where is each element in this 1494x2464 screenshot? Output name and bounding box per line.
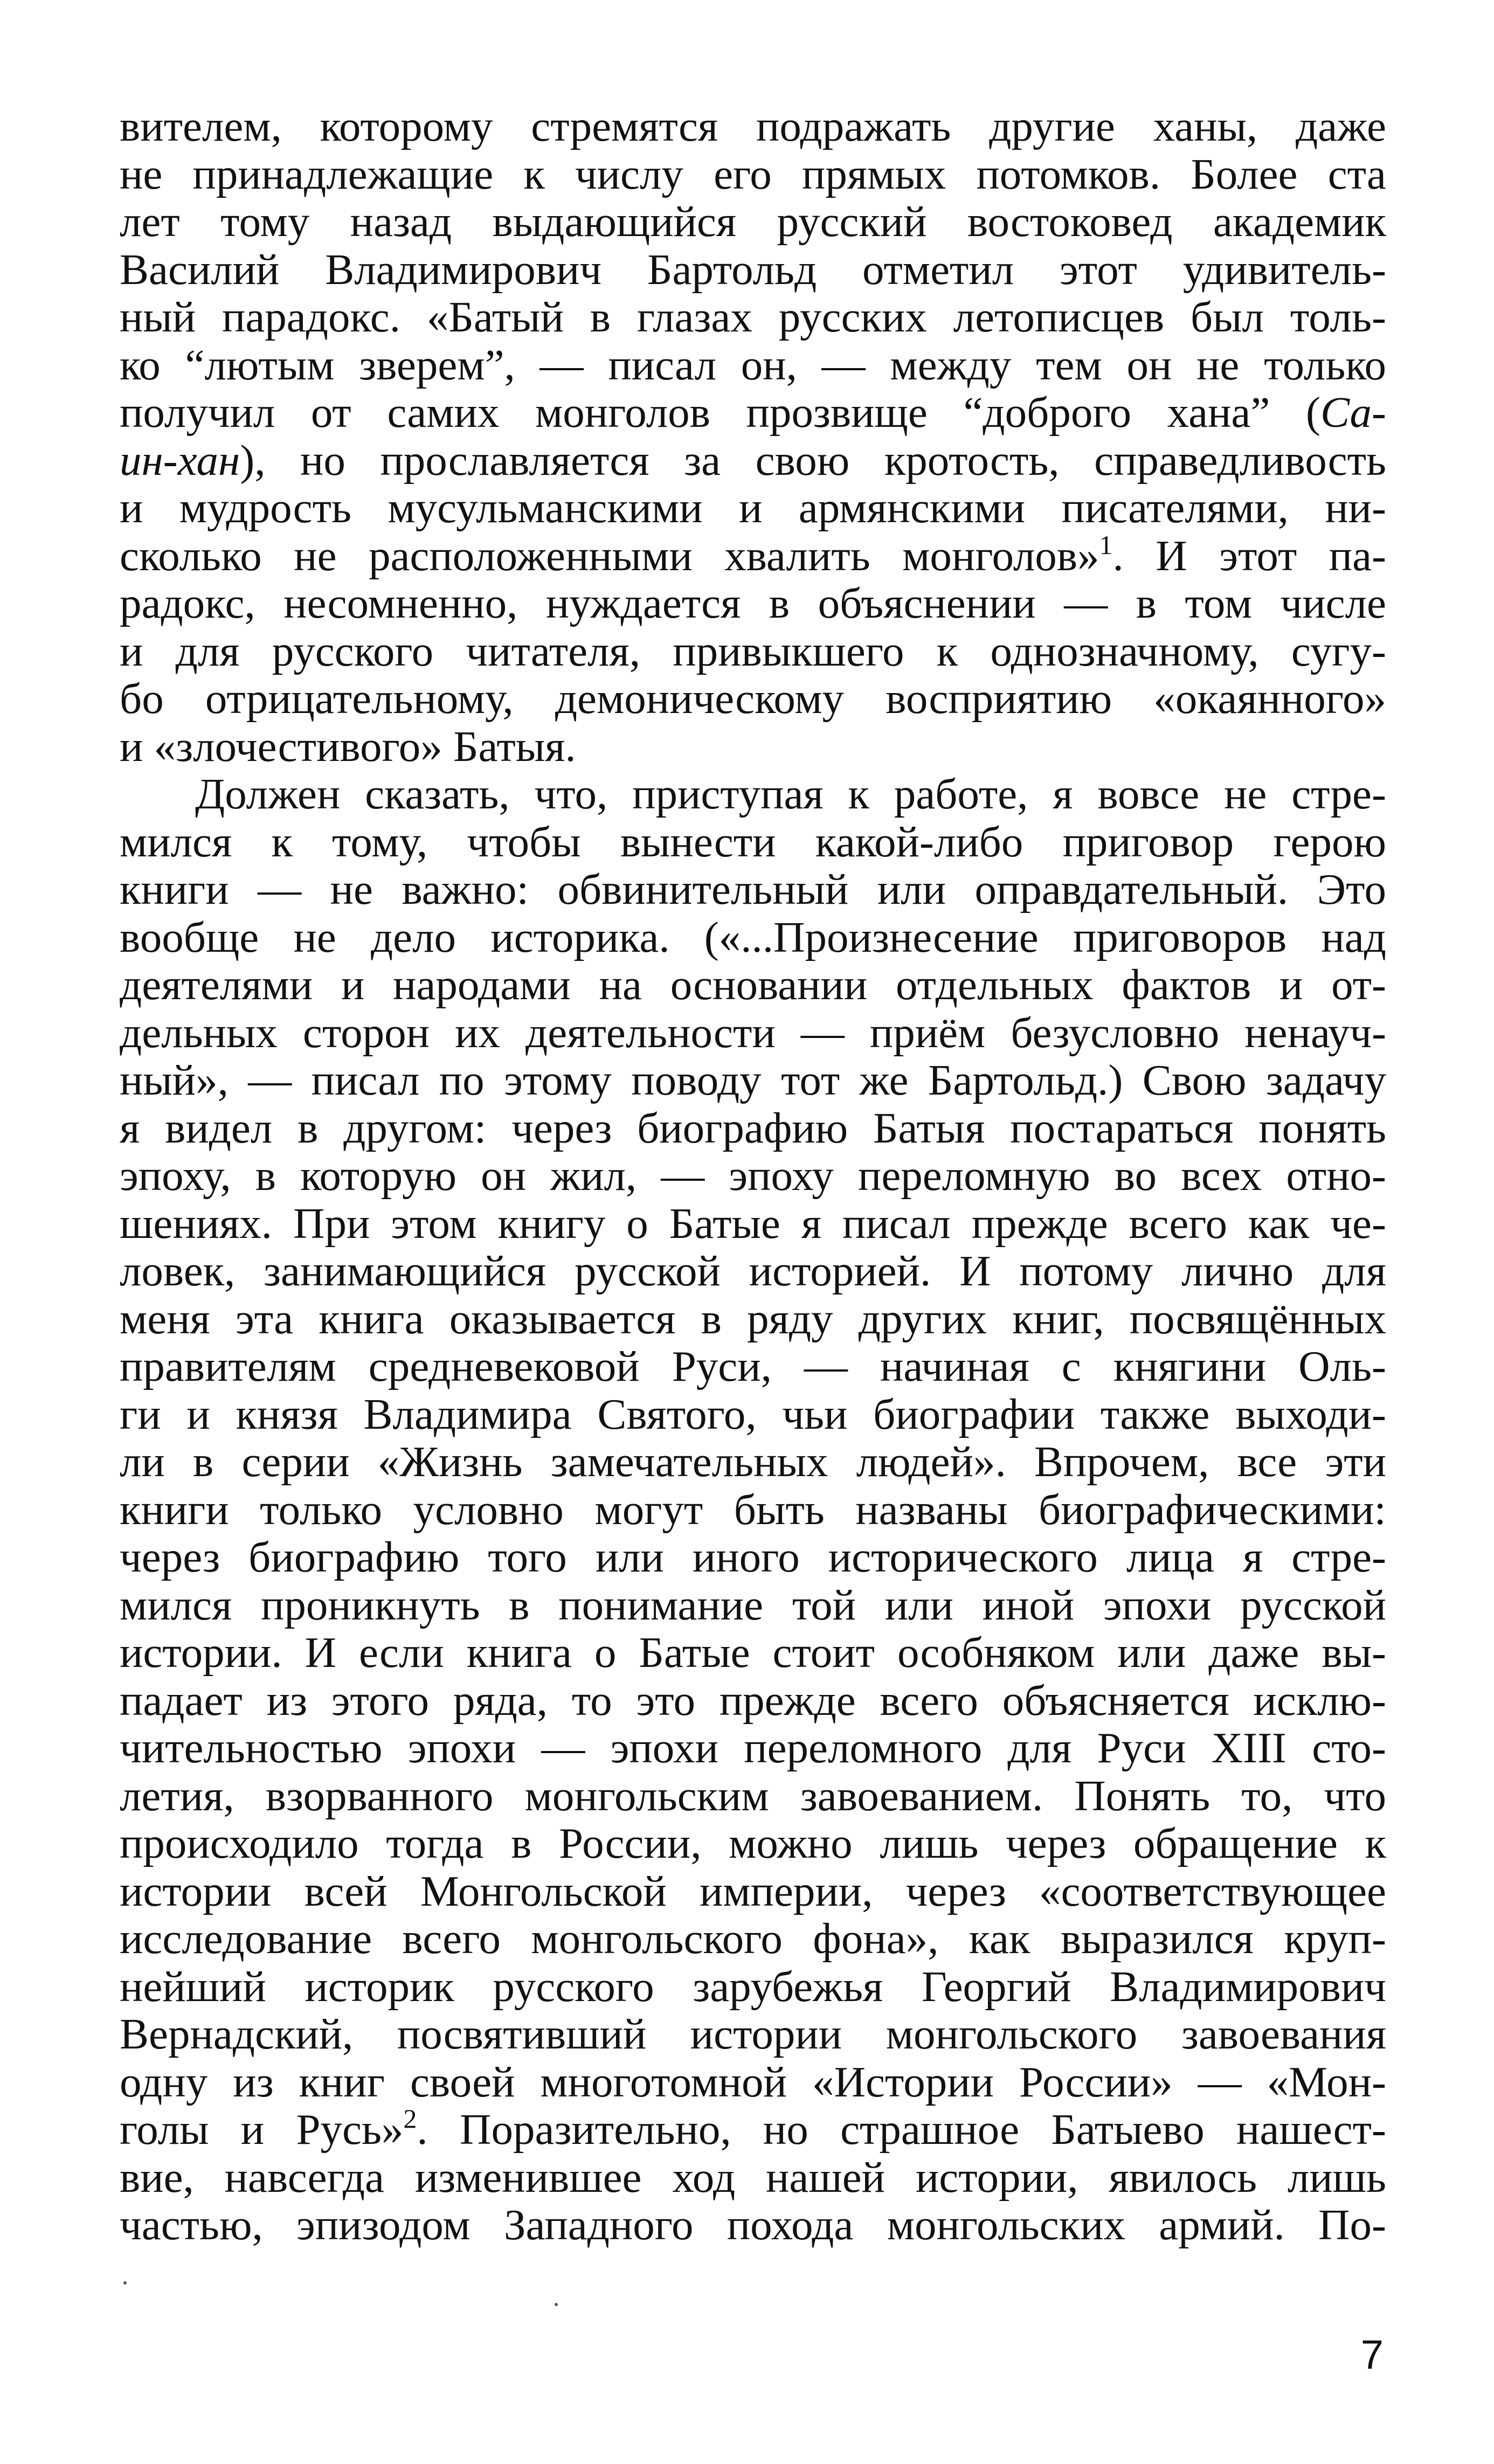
text-line: бо отрицательному, демоническому восприятию «окаянного»: [120, 674, 1386, 723]
text-line: меня эта книга оказывается в ряду других книг, посвящённых: [120, 1294, 1386, 1343]
text-line: книги только условно могут быть названы биографическими:: [120, 1485, 1386, 1534]
text-line: истории всей Монгольской империи, через «соответствующее: [120, 1866, 1386, 1915]
text-line: происходило тогда в России, можно лишь через обращение к: [120, 1819, 1386, 1867]
text-line: ги и князя Владимира Святого, чьи биографии также выходи-: [120, 1389, 1386, 1438]
text-line: вообще не дело историка. («...Произнесение приговоров над: [120, 912, 1386, 961]
text-line: получил от самих монголов прозвище “доброго хана” (Са-: [120, 388, 1386, 437]
body-text: [120, 102, 1386, 2249]
text-line: мился к тому, чтобы вынести какой-либо приговор герою: [120, 817, 1386, 866]
text-line: и мудрость мусульманскими и армянскими писателями, ни-: [120, 483, 1386, 532]
text-line: не принадлежащие к числу его прямых потомков. Более ста: [120, 149, 1386, 198]
text-line: деятелями и народами на основании отдельных фактов и от-: [120, 960, 1386, 1009]
text-line: ный», — писал по этому поводу тот же Бартольд.) Свою задачу: [120, 1056, 1386, 1104]
text-line: вие, навсегда изменившее ход нашей истории, явилось лишь: [120, 2152, 1386, 2202]
text-line: вителем, которому стремятся подражать другие ханы, даже: [120, 102, 1386, 150]
text-line: и «злочестивого» Батыя.: [120, 722, 576, 771]
text-line: исследование всего монгольского фона», как выразился круп-: [120, 1914, 1386, 1963]
text-line: чительностью эпохи — эпохи переломного для Руси XIII сто-: [120, 1724, 1386, 1772]
text-line: истории. И если книга о Батые стоит особняком или даже вы-: [120, 1628, 1386, 1677]
text-line: через биографию того или иного исторического лица я стре-: [120, 1533, 1386, 1581]
text-line: Должен сказать, что, приступая к работе, я вовсе не стре-: [195, 770, 1386, 818]
text-line: голы и Русь»$^2$. Поразительно, но страшное Батыево нашест-: [120, 2103, 1386, 2154]
text-line: шениях. При этом книгу о Батые я писал прежде всего как че-: [120, 1199, 1386, 1248]
text-line: ный парадокс. «Батый в глазах русских летописцев был толь-: [120, 293, 1386, 341]
text-line: ли в серии «Жизнь замечательных людей». Впрочем, все эти: [120, 1437, 1386, 1486]
text-line: и для русского читателя, привыкшего к однозначному, сугу-: [120, 626, 1386, 675]
text-line: ко “лютым зверем”, — писал он, — между тем он не только: [120, 340, 1386, 389]
text-line: сколько не расположенными хвалить монголов»$^1$. И этот па-: [120, 529, 1386, 580]
text-line: правителям средневековой Руси, — начиная с княгини Оль-: [120, 1342, 1386, 1390]
text-line: нейший историк русского зарубежья Георгий Владимирович: [120, 1962, 1386, 2011]
text-line: Вернадский, посвятивший истории монгольского завоевания: [120, 2010, 1386, 2058]
text-line: падает из этого ряда, то это прежде всего объясняется исклю-: [120, 1676, 1386, 1725]
text-line: ин-хан), но прославляется за свою кротость, справедливость: [120, 435, 1386, 485]
text-line: я видел в другом: через биографию Батыя постараться понять: [120, 1103, 1386, 1152]
text-line: одну из книг своей многотомной «Истории России» — «Мон-: [120, 2057, 1386, 2106]
text-line: радокс, несомненно, нуждается в объяснении — в том числе: [120, 579, 1386, 627]
text-line: ловек, занимающийся русской историей. И потому лично для: [120, 1247, 1386, 1295]
text-line: частью, эпизодом Западного похода монгольских армий. По-: [120, 2200, 1386, 2249]
text-line: эпоху, в которую он жил, — эпоху переломную во всех отно-: [120, 1151, 1386, 1200]
text-line: мился проникнуть в понимание той или иной эпохи русской: [120, 1580, 1386, 1629]
text-line: Василий Владимирович Бартольд отметил этот удивитель-: [120, 245, 1386, 294]
text-line: книги — не важно: обвинительный или оправдательный. Это: [120, 865, 1386, 913]
page-number: 7: [1360, 2332, 1384, 2378]
text-line: лет тому назад выдающийся русский востоковед академик: [120, 197, 1386, 246]
text-line: дельных сторон их деятельности — приём безусловно ненауч-: [120, 1008, 1386, 1057]
text-line: летия, взорванного монгольским завоеванием. Понять то, что: [120, 1771, 1386, 1820]
